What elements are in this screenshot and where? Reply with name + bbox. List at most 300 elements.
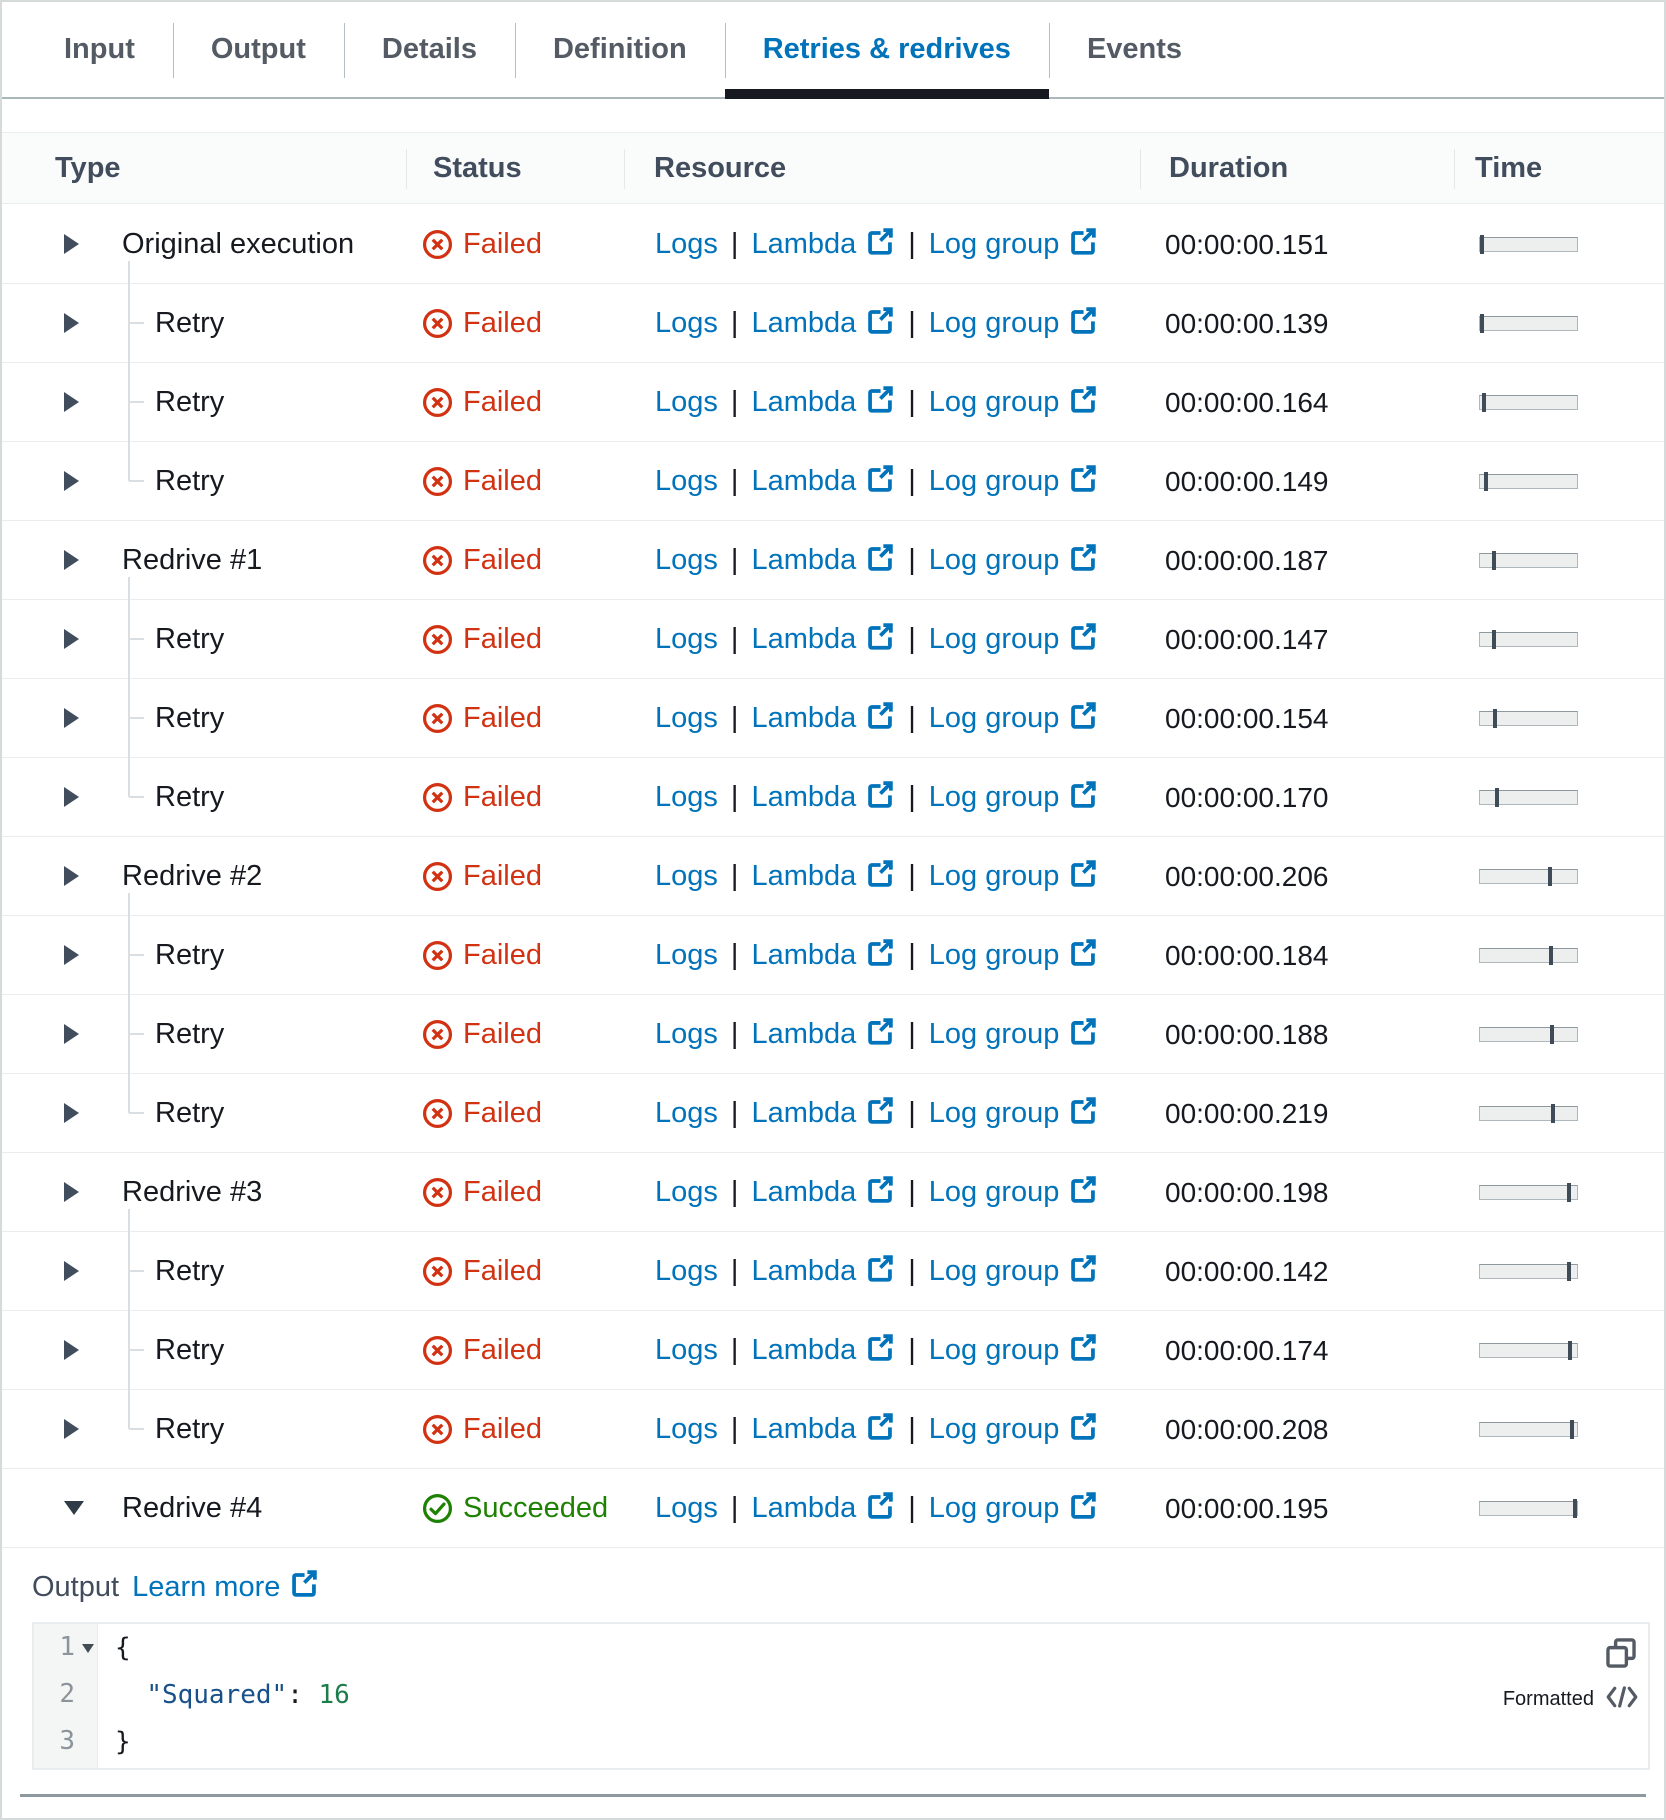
tree-line-stub [129,796,144,798]
resource-cell [655,679,1098,758]
link-label: Logs [655,228,718,260]
log-group-link[interactable] [929,858,1099,896]
log-group-link[interactable] [929,937,1099,975]
external-link-icon [1068,1332,1098,1370]
caret-right-icon[interactable] [64,1261,79,1281]
link-separator: | [730,702,739,734]
link-separator: | [908,544,916,576]
caret-right-icon[interactable] [64,629,79,649]
caret-right-icon[interactable] [64,1182,79,1202]
duration-value: 00:00:00.142 [1165,1256,1329,1287]
table-row [2,205,1664,284]
caret-right-icon[interactable] [64,392,79,412]
external-link-icon [1068,1174,1098,1212]
lambda-link[interactable] [751,1253,895,1291]
caret-right-icon[interactable] [64,471,79,491]
external-link-icon [1068,779,1098,817]
x-circle-icon [422,466,453,497]
link-separator: | [908,465,916,497]
logs-link[interactable] [655,544,718,577]
lambda-link[interactable] [751,779,895,817]
resource-cell [655,1074,1098,1153]
lambda-link[interactable] [751,305,895,343]
tab-output[interactable] [173,2,344,97]
external-link-icon [865,384,895,422]
tab-label: Definition [552,33,687,65]
status-cell [422,363,542,442]
tab-label: Output [210,33,306,65]
learn-more-label: Learn more [132,1570,281,1603]
caret-right-icon[interactable] [64,787,79,807]
link-separator: | [908,702,916,734]
lambda-link[interactable] [751,700,895,738]
row-type-label: Redrive #2 [122,860,263,892]
timeline-bar [1479,1027,1578,1042]
row-type-label: Retry [155,386,225,418]
resource-cell [655,758,1098,837]
link-label: Lambda [751,623,857,655]
row-type-label: Retry [155,1413,225,1445]
editor-code [99,1624,1648,1768]
external-link-icon [1068,1095,1098,1133]
status-cell [422,442,542,521]
resource-cell [655,837,1098,916]
copy-button[interactable] [1604,1636,1638,1675]
log-group-link[interactable] [929,1016,1099,1054]
link-label: Logs [655,623,718,655]
x-circle-icon [422,387,453,418]
logs-link[interactable] [655,702,718,735]
external-link-icon [865,621,895,659]
log-group-link[interactable] [929,542,1099,580]
lambda-link[interactable] [751,226,895,264]
logs-link[interactable] [655,1176,718,1209]
x-circle-icon [422,308,453,339]
timeline-marker [1480,235,1484,254]
tree-line-stub [129,1270,144,1272]
link-separator: | [730,623,739,655]
row-type-label: Retry [155,781,225,813]
row-type-label: Retry [155,702,225,734]
external-link-icon [865,1174,895,1212]
link-separator: | [908,386,916,418]
logs-link[interactable] [655,1255,718,1288]
status-cell [422,284,542,363]
lambda-link[interactable] [751,1490,895,1528]
link-label: Log group [928,1492,1060,1524]
timeline-bar [1479,711,1578,726]
tree-line-stub [129,322,144,324]
tree-line-stub [129,717,144,719]
timeline-marker [1493,709,1497,728]
link-label: Log group [928,386,1060,418]
link-label: Lambda [751,1176,857,1208]
log-group-link[interactable] [929,621,1099,659]
fold-caret-icon[interactable] [82,1644,94,1653]
link-label: Logs [655,1255,718,1287]
link-label: Lambda [751,1097,857,1129]
tab-label: Input [64,33,135,65]
log-group-link[interactable] [929,1332,1099,1370]
status-cell [422,837,542,916]
link-label: Lambda [751,228,857,260]
lambda-link[interactable] [751,1332,895,1370]
link-label: Log group [928,939,1060,971]
log-group-link[interactable] [929,1411,1099,1449]
column-header-time: Time [1475,152,1543,184]
code-line: } [115,1727,131,1757]
link-separator: | [730,1176,739,1208]
resource-cell [655,1469,1098,1548]
tab-retries-redrives[interactable] [725,2,1049,97]
tree-line-stub [129,638,144,640]
link-label: Logs [655,1097,718,1129]
link-label: Log group [928,307,1060,339]
log-group-link[interactable] [929,1253,1099,1291]
table-row [2,521,1664,600]
x-circle-icon [422,545,453,576]
x-circle-icon [422,1019,453,1050]
tree-line-stub [129,1112,144,1114]
duration-value: 00:00:00.198 [1165,1177,1329,1208]
timeline-bar [1479,869,1578,884]
timeline-marker [1567,1262,1571,1281]
table-row [2,363,1664,442]
log-group-link[interactable] [929,1490,1099,1528]
status-cell [422,521,542,600]
log-group-link[interactable] [929,1174,1099,1212]
logs-link[interactable] [655,1492,718,1525]
timeline-marker [1573,1499,1577,1518]
link-label: Lambda [751,307,857,339]
resource-cell [655,363,1098,442]
external-link-icon [865,1016,895,1054]
code-line: { [115,1633,131,1663]
section-divider [20,1794,1646,1797]
lambda-link[interactable] [751,1016,895,1054]
lambda-link[interactable] [751,463,895,501]
timeline-bar [1479,1264,1578,1279]
logs-link[interactable] [655,386,718,419]
lambda-link[interactable] [751,937,895,975]
timeline-marker [1551,1104,1555,1123]
status-label: Failed [463,781,542,813]
row-type-label: Retry [155,1097,225,1129]
link-label: Logs [655,307,718,339]
resource-cell [655,284,1098,363]
link-separator: | [730,465,739,497]
status-cell [422,1232,542,1311]
tree-line-stub [129,1349,144,1351]
resource-cell [655,1153,1098,1232]
log-group-link[interactable] [929,305,1099,343]
duration-value: 00:00:00.188 [1165,1019,1329,1050]
status-label: Failed [463,1097,542,1129]
timeline-bar [1479,474,1578,489]
link-label: Lambda [751,781,857,813]
external-link-icon [1068,463,1098,501]
tab-input[interactable] [26,2,173,97]
x-circle-icon [422,1098,453,1129]
timeline-bar [1479,790,1578,805]
link-separator: | [730,544,739,576]
table-row [2,995,1664,1074]
external-link-icon [1068,700,1098,738]
logs-link[interactable] [655,781,718,814]
duration-value: 00:00:00.139 [1165,308,1329,339]
table-row [2,1153,1664,1232]
table-row [2,442,1664,521]
link-separator: | [908,1492,916,1524]
duration-value: 00:00:00.154 [1165,703,1329,734]
status-label: Failed [463,1413,542,1445]
table-row [2,758,1664,837]
tree-line-stub [129,1428,144,1430]
status-label: Failed [463,1018,542,1050]
link-separator: | [730,1334,739,1366]
link-label: Logs [655,860,718,892]
external-link-icon [1068,1411,1098,1449]
row-type-label: Retry [155,307,225,339]
log-group-link[interactable] [929,226,1099,264]
external-link-icon [1068,1253,1098,1291]
caret-right-icon[interactable] [64,550,79,570]
link-label: Log group [928,781,1060,813]
link-separator: | [908,623,916,655]
status-label: Failed [463,1334,542,1366]
editor-gutter [34,1624,98,1768]
lambda-link[interactable] [751,621,895,659]
learn-more-link[interactable] [132,1568,319,1606]
tab-events[interactable] [1049,2,1220,97]
external-link-icon [865,542,895,580]
link-label: Logs [655,465,718,497]
link-label: Log group [928,228,1060,260]
caret-right-icon[interactable] [64,708,79,728]
lambda-link[interactable] [751,542,895,580]
lambda-link[interactable] [751,858,895,896]
log-group-link[interactable] [929,700,1099,738]
logs-link[interactable] [655,860,718,893]
link-label: Lambda [751,465,857,497]
x-circle-icon [422,861,453,892]
link-label: Log group [928,1018,1060,1050]
link-separator: | [908,860,916,892]
logs-link[interactable] [655,1097,718,1130]
external-link-icon [865,463,895,501]
column-header-status: Status [433,152,522,184]
timeline-marker [1480,314,1484,333]
caret-down-icon[interactable] [64,1501,84,1515]
timeline-bar [1479,237,1578,252]
status-label: Failed [463,465,542,497]
tab-label: Events [1086,33,1183,65]
output-label: Output [32,1570,120,1603]
external-link-icon [865,226,895,264]
logs-link[interactable] [655,307,718,340]
table-row [2,916,1664,995]
x-circle-icon [422,1256,453,1287]
tree-line [128,1389,130,1429]
status-label: Failed [463,1176,542,1208]
json-editor [32,1622,1650,1770]
tree-line-stub [129,1033,144,1035]
column-header-resource: Resource [654,152,787,184]
x-circle-icon [422,1335,453,1366]
timeline-bar [1479,632,1578,647]
link-separator: | [730,307,739,339]
resource-cell [655,521,1098,600]
row-type-label: Redrive #1 [122,544,263,576]
x-circle-icon [422,624,453,655]
external-link-icon [865,305,895,343]
x-circle-icon [422,1177,453,1208]
table-row [2,679,1664,758]
timeline-marker [1548,867,1552,886]
status-label: Failed [463,860,542,892]
link-separator: | [730,1097,739,1129]
logs-link[interactable] [655,228,718,261]
logs-link[interactable] [655,623,718,656]
link-label: Logs [655,1334,718,1366]
external-link-icon [865,1490,895,1528]
duration-value: 00:00:00.149 [1165,466,1329,497]
status-label: Failed [463,307,542,339]
status-cell [422,758,542,837]
link-label: Log group [928,623,1060,655]
link-separator: | [908,307,916,339]
caret-right-icon[interactable] [64,866,79,886]
link-separator: | [908,1176,916,1208]
resource-cell [655,205,1098,284]
row-type-label: Retry [155,1255,225,1287]
external-link-icon [289,1568,319,1606]
log-group-link[interactable] [929,779,1099,817]
logs-link[interactable] [655,1018,718,1051]
table-row [2,284,1664,363]
status-label: Failed [463,544,542,576]
timeline-marker [1492,551,1496,570]
log-group-link[interactable] [929,384,1099,422]
x-circle-icon [422,940,453,971]
formatted-toggle[interactable] [1503,1686,1638,1713]
caret-right-icon[interactable] [64,1024,79,1044]
caret-right-icon[interactable] [64,1419,79,1439]
tree-line [128,1073,130,1113]
logs-link[interactable] [655,939,718,972]
table-row [2,1311,1664,1390]
external-link-icon [1068,384,1098,422]
link-separator: | [730,1492,739,1524]
timeline-bar [1479,553,1578,568]
row-type-label: Retry [155,1018,225,1050]
external-link-icon [1068,305,1098,343]
status-label: Failed [463,623,542,655]
timeline-bar [1479,1501,1578,1516]
link-separator: | [908,1413,916,1445]
resource-cell [655,1390,1098,1469]
lambda-link[interactable] [751,384,895,422]
link-label: Logs [655,386,718,418]
gutter-line-number: 1 [34,1624,97,1671]
status-label: Failed [463,702,542,734]
row-type-label: Retry [155,939,225,971]
logs-link[interactable] [655,1334,718,1367]
link-label: Logs [655,544,718,576]
duration-value: 00:00:00.174 [1165,1335,1329,1366]
link-label: Log group [928,1176,1060,1208]
caret-right-icon[interactable] [64,313,79,333]
log-group-link[interactable] [929,1095,1099,1133]
link-label: Logs [655,1176,718,1208]
tab-label: Details [381,33,477,65]
link-label: Lambda [751,1413,857,1445]
tree-line-stub [129,954,144,956]
timeline-marker [1482,393,1486,412]
link-separator: | [908,1334,916,1366]
link-label: Lambda [751,386,857,418]
external-link-icon [865,1253,895,1291]
link-label: Log group [928,1255,1060,1287]
lambda-link[interactable] [751,1095,895,1133]
timeline-bar [1479,316,1578,331]
caret-right-icon[interactable] [64,945,79,965]
link-label: Lambda [751,1255,857,1287]
link-label: Log group [928,1097,1060,1129]
duration-value: 00:00:00.184 [1165,940,1329,971]
x-circle-icon [422,703,453,734]
tab-definition[interactable] [515,2,725,97]
tree-line-stub [129,480,144,482]
caret-right-icon[interactable] [64,1340,79,1360]
logs-link[interactable] [655,1413,718,1446]
external-link-icon [865,700,895,738]
caret-right-icon[interactable] [64,1103,79,1123]
resource-cell [655,1311,1098,1390]
table-row [2,600,1664,679]
external-link-icon [1068,1016,1098,1054]
duration-value: 00:00:00.170 [1165,782,1329,813]
link-separator: | [908,228,916,260]
log-group-link[interactable] [929,463,1099,501]
status-cell [422,1390,542,1469]
status-cell [422,679,542,758]
lambda-link[interactable] [751,1411,895,1449]
status-cell [422,1153,542,1232]
external-link-icon [1068,542,1098,580]
lambda-link[interactable] [751,1174,895,1212]
tab-details[interactable] [344,2,515,97]
link-separator: | [730,1413,739,1445]
link-label: Log group [928,544,1060,576]
column-header-type: Type [55,152,121,184]
code-icon [1606,1686,1638,1713]
logs-link[interactable] [655,465,718,498]
status-cell [422,600,542,679]
link-label: Log group [928,465,1060,497]
caret-right-icon[interactable] [64,234,79,254]
duration-value: 00:00:00.187 [1165,545,1329,576]
link-separator: | [908,1255,916,1287]
resource-cell [655,995,1098,1074]
status-label: Failed [463,386,542,418]
status-cell [422,1074,542,1153]
link-label: Log group [928,1334,1060,1366]
output-section [2,1548,1664,1794]
tree-line [128,441,130,481]
external-link-icon [865,937,895,975]
link-separator: | [908,1018,916,1050]
